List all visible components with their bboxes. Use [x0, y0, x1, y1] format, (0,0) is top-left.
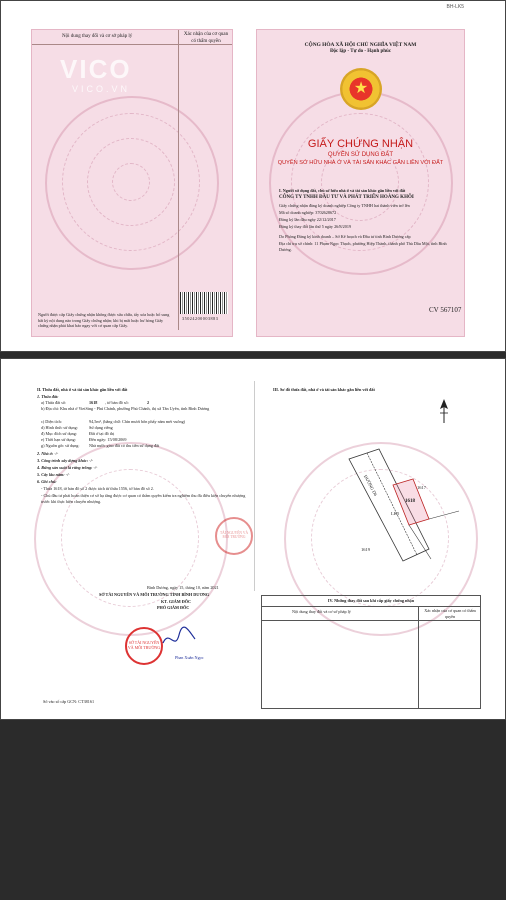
serial-number: CV 567107: [429, 306, 462, 314]
use-term-label: e) Thời hạn sử dụng:: [41, 437, 76, 442]
corner-note: BH-LK5: [446, 4, 464, 10]
certificate-subtitle-2: QUYỀN SỞ HỮU NHÀ Ở VÀ TÀI SẢN KHÁC GẮN LIỀN VỚI ĐẤT: [277, 160, 444, 166]
use-origin-label: g) Nguồn gốc sử dụng:: [41, 443, 80, 448]
left-col2-header: Xác nhận của cơ quan có thẩm quyền: [183, 32, 229, 44]
section3-heading: III. Sơ đồ thửa đất, nhà ở và tài sản khác gắn liền với đất: [273, 387, 375, 392]
book-number: Số vào sổ cấp GCN: CT38161: [43, 699, 95, 704]
north-arrow-icon: [437, 399, 451, 425]
certificate-cover-sheet: [0, 0, 506, 352]
note-2: - Chủ đầu tư phải hoàn thiện cơ sở hạ tầng được cơ quan có thẩm quyền kiểm tra nghiệm thu đủ điều kiện chuyển nhượng trước khi thực hiện chuyển nhượng.: [41, 493, 246, 504]
column-divider: [178, 30, 179, 330]
parcel-address: b) Địa chỉ: Khu nhà ở VietSing - Phú Chánh, phường Phú Chánh, thị xã Tân Uyên, tỉnh Bình Dương: [41, 406, 210, 411]
perennial-heading: 5. Cây lâu năm: -/-: [37, 472, 70, 477]
parcel-map: [319, 439, 469, 569]
national-emblem-icon: ★: [340, 68, 382, 110]
issue-date: Bình Dương, ngày 15, tháng 10, năm 2021: [147, 585, 219, 590]
drum-watermark: [45, 96, 219, 270]
table-column-rule: [418, 606, 419, 708]
signature-icon: [161, 625, 197, 651]
owner-line-6: Địa chỉ trụ sở chính: 11 Phạm Ngọc Thạch, phường Hiệp Thành, thành phố Thủ Dầu Một, tỉnh Bình Dương.: [279, 241, 447, 252]
parcel-number: 1618: [89, 400, 98, 405]
owner-line-1: Giấy chứng nhận đăng ký doanh nghiệp Công ty TNHH hai thành viên trở lên: [279, 203, 410, 208]
official-stamp: SỞ TÀI NGUYÊN VÀ MÔI TRƯỜNG: [125, 627, 163, 665]
barcode-number: 35024200003883: [182, 316, 219, 321]
certificate-title: GIẤY CHỨNG NHẬN: [307, 138, 414, 150]
use-purpose-value: Đất ở tại đô thị: [89, 431, 115, 436]
table-top-rule: [262, 606, 480, 607]
other-construction-heading: 3. Công trình xây dựng khác: -/-: [37, 458, 94, 463]
barcode: [180, 292, 228, 314]
neighbor-parcel-2: 1619: [361, 547, 370, 552]
area-label: c) Diện tích:: [41, 419, 62, 424]
cover-left-panel: [31, 29, 233, 337]
parcel-heading: 1. Thửa đất:: [37, 394, 59, 399]
use-form-label: d) Hình thức sử dụng:: [41, 425, 78, 430]
owner-line-4: Đăng ký thay đổi lần thứ 5 ngày 26/8/2019: [279, 224, 352, 229]
street-label: ĐƯỜNG D6: [362, 474, 379, 497]
parcel-diagram: [319, 439, 469, 569]
changes-col1-header: Nội dung thay đổi và cơ sở pháp lý: [292, 609, 351, 614]
area-value: 94,5m², (bằng chữ: Chín mươi bốn phẩy năm mét vuông): [89, 419, 186, 424]
signer-name: Phan Xuân Ngọc: [175, 655, 204, 660]
center-stamp: TÀI NGUYÊN VÀ MÔI TRƯỜNG: [215, 517, 253, 555]
parcel-map-label: 1618: [405, 499, 415, 504]
table-header-rule: [262, 620, 480, 621]
use-form-value: Sử dụng riêng: [89, 425, 113, 430]
page-divider: [254, 381, 255, 591]
motto: Độc lập - Tự do - Hạnh phúc: [329, 49, 392, 54]
changes-col2-header: Xác nhận của cơ quan có thẩm quyền: [424, 608, 476, 619]
section1-heading: I. Người sử dụng đất, chủ sở hữu nhà ở và tài sản khác gắn liền với đất: [279, 188, 406, 193]
cover-right-panel: [256, 4, 465, 337]
house-heading: 2. Nhà ở: -/-: [37, 451, 59, 456]
vico-watermark-sub: VICO.VN: [72, 84, 131, 94]
lot-label: LK5: [391, 511, 400, 516]
owner-line-3: Đăng ký lần đầu ngày 22/12/2017: [279, 217, 336, 222]
map-sheet-number: 2: [147, 400, 150, 405]
changes-table: [261, 595, 481, 709]
country-name: CỘNG HÒA XÃ HỘI CHỦ NGHĨA VIỆT NAM: [304, 42, 417, 48]
section2-heading: II. Thửa đất, nhà ở và tài sản khác gắn liền với đất: [37, 387, 128, 392]
owner-line-2: Mã số doanh nghiệp: 3702628672: [279, 210, 337, 215]
forest-heading: 4. Rừng sản xuất là rừng trồng: -/-: [37, 465, 98, 470]
owner-company: CÔNG TY TNHH ĐẦU TƯ VÀ PHÁT TRIỂN HOÀNG KHÔI: [279, 195, 414, 200]
header-divider: [32, 44, 232, 45]
kt-director: KT. GIÁM ĐỐC: [161, 599, 192, 604]
use-origin-value: Nhà nước giao đất có thu tiền sử dụng đất: [89, 443, 160, 448]
owner-line-5: Do Phòng Đăng ký kinh doanh – Sở Kế hoạch và Đầu tư tỉnh Bình Dương cấp: [279, 234, 411, 239]
certificate-subtitle-1: QUYỀN SỬ DỤNG ĐẤT: [327, 152, 394, 158]
section4-heading: IV. Những thay đổi sau khi cấp giấy chứng nhận: [327, 598, 415, 603]
deputy-director: PHÓ GIÁM ĐỐC: [157, 605, 190, 610]
use-purpose-label: đ) Mục đích sử dụng:: [41, 431, 77, 436]
parcel-number-label: a) Thửa đất số:: [41, 400, 67, 405]
note-1: - Thửa 1618, tờ bản đồ số 2 được tách từ thửa 1556, tờ bản đồ số 2.: [41, 486, 154, 491]
certificate-inner-sheet: [0, 358, 506, 720]
left-col1-header: Nội dung thay đổi và cơ sở pháp lý: [62, 34, 133, 39]
vico-watermark: VICO: [60, 54, 132, 84]
footer-note: Người được cấp Giấy chứng nhận không được sửa chữa, tẩy xóa hoặc bổ sung bất kỳ nội dung nào trong Giấy chứng nhận; khi bị mất hoặc hư hỏng Giấy chứng nhận phải khai báo ngay với cơ quan cấp Giấy.: [38, 312, 170, 329]
neighbor-parcel-1: 1617: [417, 485, 426, 490]
use-term-value: Đến ngày: 15/08/2069: [89, 437, 127, 442]
map-sheet-label: , tờ bản đồ số:: [105, 400, 129, 405]
issuing-agency: SỞ TÀI NGUYÊN VÀ MÔI TRƯỜNG TỈNH BÌNH DƯƠNG: [99, 592, 210, 597]
notes-heading: 6. Ghi chú:: [37, 479, 57, 484]
